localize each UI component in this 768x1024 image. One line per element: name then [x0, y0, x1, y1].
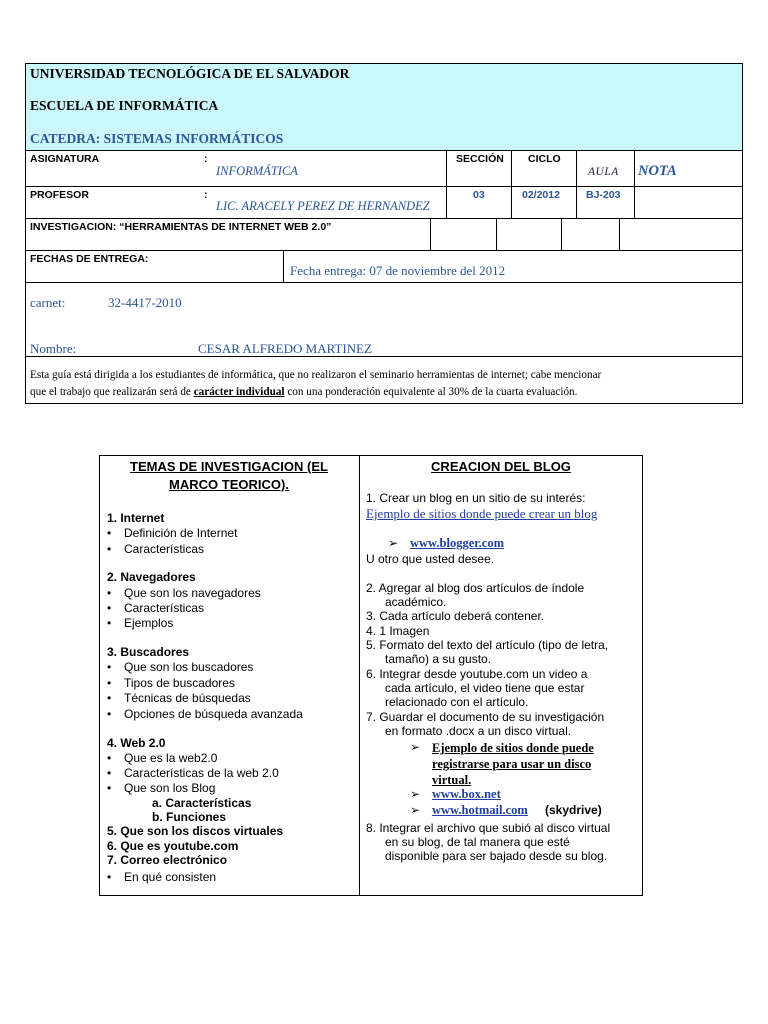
school-name: ESCUELA DE INFORMÁTICA — [30, 98, 219, 113]
blog-step-2-cont: académico. — [385, 595, 447, 609]
arrow-icon: ➢ — [410, 787, 421, 801]
colon: : — [204, 153, 208, 165]
blog-step-4: 4. 1 Imagen — [366, 624, 430, 638]
blog-other: U otro que usted desee. — [366, 552, 495, 566]
list-item: • En qué consisten — [107, 870, 217, 884]
boxnet-row — [410, 787, 501, 802]
section-correo: 7. Correo electrónico — [107, 853, 228, 867]
asignatura-value: INFORMÁTICA — [216, 164, 298, 178]
blog-step-6-cont: relacionado con el artículo. — [385, 695, 529, 709]
blog-step-5: 5. Formato del texto del artículo (tipo de letra, — [366, 638, 609, 652]
fechas-label: FECHAS DE ENTREGA: — [30, 253, 149, 265]
arrow-icon: ➢ — [410, 740, 421, 754]
col-line — [283, 250, 284, 282]
topics-table — [99, 455, 643, 896]
aula-label: AULA — [588, 166, 619, 178]
col-line — [496, 218, 497, 250]
col-line — [634, 150, 635, 218]
blogger-link[interactable]: www.blogger.com — [410, 536, 504, 550]
profesor-label: PROFESOR — [30, 189, 89, 201]
col-line — [576, 150, 577, 218]
blog-step-8-cont: en su blog, de tal manera que esté — [385, 835, 570, 849]
row-line — [26, 250, 742, 251]
colon: : — [204, 189, 208, 201]
virtual-disk-example-line3: virtual. — [432, 773, 472, 787]
profesor-value: LIC. ARACELY PEREZ DE HERNANDEZ — [216, 199, 430, 213]
skydrive-note: (skydrive) — [545, 803, 602, 817]
list-item: • Técnicas de búsquedas — [107, 691, 251, 705]
list-item: • Características de la web 2.0 — [107, 766, 279, 780]
virtual-disk-example-line2: registrarse para usar un disco — [432, 757, 592, 771]
hotmail-link[interactable]: www.hotmail.com — [432, 803, 528, 817]
list-item: • Características — [107, 601, 205, 615]
guide-text-part: con una ponderación equivalente al 30% de la cuarta evaluación. — [284, 386, 578, 398]
blog-step-7: 7. Guardar el documento de su investigación — [366, 710, 605, 724]
col-line — [511, 150, 512, 218]
section-internet: 1. Internet — [107, 511, 165, 525]
list-item: • Opciones de búsqueda avanzada — [107, 707, 303, 721]
blog-step-3: 3. Cada artículo deberá contener. — [366, 609, 545, 623]
list-item: • Que es la web2.0 — [107, 751, 218, 765]
university-name: UNIVERSIDAD TECNOLÓGICA DE EL SALVADOR — [30, 66, 350, 81]
list-item: • Características — [107, 542, 205, 556]
ciclo-label: CICLO — [528, 153, 561, 165]
fecha-entrega: Fecha entrega: 07 de noviembre del 2012 — [290, 263, 506, 278]
sub-item-caracteristicas: a. Características — [152, 796, 252, 810]
list-item: • Que son los buscadores — [107, 660, 254, 674]
nombre-label: Nombre: — [30, 341, 77, 356]
virtual-disk-example-line1: Ejemplo de sitios donde puede — [432, 741, 594, 755]
blogger-row — [388, 536, 504, 551]
blog-step-8-cont: disponible para ser bajado desde su blog. — [385, 849, 608, 863]
header-table — [25, 63, 743, 404]
nombre-value: CESAR ALFREDO MARTINEZ — [198, 341, 373, 356]
blog-step-7-cont: en formato .docx a un disco virtual. — [385, 724, 572, 738]
investigacion-title: INVESTIGACION: “HERRAMIENTAS DE INTERNET WEB 2.0” — [30, 221, 332, 233]
aula-value: BJ-203 — [586, 189, 621, 201]
topics-title-line2: MARCO TEORICO). — [169, 477, 289, 492]
row-line — [26, 282, 742, 283]
list-item: • Definición de Internet — [107, 526, 238, 540]
arrow-icon: ➢ — [410, 803, 421, 817]
example-sites-link[interactable]: Ejemplo de sitios donde puede crear un blog — [366, 506, 598, 521]
blog-step-8: 8. Integrar el archivo que subió al disco virtual — [366, 821, 611, 835]
list-item: • Que son los Blog — [107, 781, 216, 795]
guide-text-emphasis: carácter individual — [193, 386, 285, 398]
ciclo-value: 02/2012 — [522, 189, 560, 201]
blog-step-6-cont: cada artículo, el video tiene que estar — [385, 681, 585, 695]
col-line — [446, 150, 447, 218]
col-line — [430, 218, 431, 250]
sub-item-funciones: b. Funciones — [152, 810, 227, 824]
col-line — [561, 218, 562, 250]
column-divider — [359, 456, 360, 895]
nota-label: NOTA — [638, 163, 677, 179]
catedra: CATEDRA: SISTEMAS INFORMÁTICOS — [30, 131, 284, 146]
topics-title-line1: TEMAS DE INVESTIGACION (EL — [130, 459, 328, 474]
row-line — [26, 356, 742, 357]
list-item: • Tipos de buscadores — [107, 676, 235, 690]
section-navegadores: 2. Navegadores — [107, 570, 196, 584]
blog-step-5-cont: tamaño) a su gusto. — [385, 652, 492, 666]
section-discos: 5. Que son los discos virtuales — [107, 824, 284, 838]
carnet-label: carnet: — [30, 295, 66, 310]
list-item: • Que son los navegadores — [107, 586, 261, 600]
blog-step-2: 2. Agregar al blog dos artículos de índole — [366, 581, 585, 595]
boxnet-link[interactable]: www.box.net — [432, 787, 501, 801]
blog-title: CREACION DEL BLOG — [431, 459, 571, 474]
section-web20: 4. Web 2.0 — [107, 736, 166, 750]
row-line — [26, 218, 742, 219]
blog-step-6: 6. Integrar desde youtube.com un video a — [366, 667, 588, 681]
section-youtube: 6. Que es youtube.com — [107, 839, 239, 853]
asignatura-label: ASIGNATURA — [30, 153, 100, 165]
col-line — [619, 218, 620, 250]
carnet-value: 32-4417-2010 — [108, 295, 182, 310]
guide-text-part: que el trabajo que realizarán será de — [30, 386, 194, 398]
seccion-value: 03 — [473, 189, 485, 201]
section-buscadores: 3. Buscadores — [107, 645, 190, 659]
list-item: • Ejemplos — [107, 616, 174, 630]
arrow-icon: ➢ — [388, 536, 399, 550]
guide-text-line1: Esta guía está dirigida a los estudiantes de informática, que no realizaron el seminario herramientas de internet; cabe mencionar — [30, 369, 602, 381]
blog-step-1: 1. Crear un blog en un sitio de su interés: — [366, 491, 586, 505]
seccion-label: SECCIÓN — [456, 153, 504, 165]
virtual-disk-example — [410, 740, 594, 787]
hotmail-row — [410, 803, 602, 818]
guide-text-line2 — [30, 386, 577, 398]
